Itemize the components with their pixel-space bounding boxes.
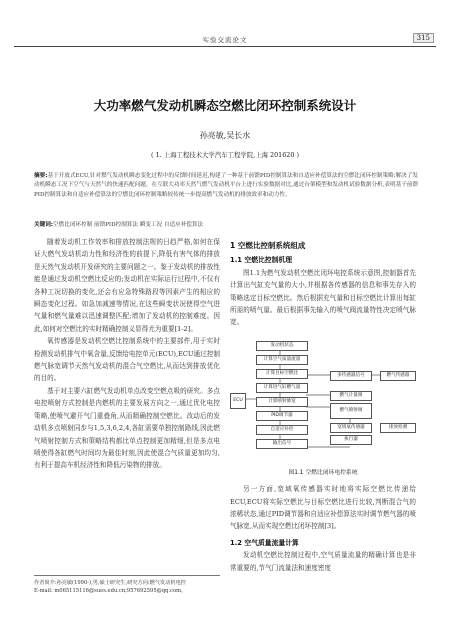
box-adaptive: 自适应补偿	[256, 425, 308, 435]
subsection-heading: 1.2 空气质量流量计算	[230, 538, 299, 547]
box-compute-target: 计算目标空燃比	[256, 369, 308, 379]
footnote-author: 作者简介:孙亮敏(1990-),男,硕士研究生,研究方向:燃气发动机电控	[34, 580, 186, 586]
box-o2-sensor: 宽域氧传感器	[330, 423, 372, 433]
paper-affiliation: ( 1. 上海工程技术大学汽车工程学院,上海 201620 )	[151, 151, 299, 159]
body-paragraph: 氧传感器是发动机空燃比控制系统中的主要部件,用于实时检测发动机排气中氧含量,反馈给电控单元(ECU),ECU通过控制燃气脉宽调节天然气发动机的混合气空燃比,从而达到排放优化的目的。	[34, 337, 220, 383]
body-paragraph: 发动机空燃比控制过程中,空气质量流量的精确计算也是非常重要的,节气门流量法和速度密度	[230, 551, 416, 572]
left-column	[34, 236, 220, 472]
keywords-text: 空燃比闭环控制 前馈PID控制算法 瞬变工况 自适应补偿算法	[53, 222, 204, 228]
body-paragraph: 随着发动机工作效率和排放控制法规的日趋严格,如何在保证大燃气发动机动力性和经济性的前提下,降低有害气体的排放是天然气发动机开发研究的主要问题之一。鉴于发动机的排放性能是通过发动机空燃比反应的;发动机在实际运行过程中,不仅有各种工况切换的变化,还会有应急特殊路段等因素产生的相应的瞬态变化过程。如急加减速等情况,在这些瞬变状况使得空气进气量和燃气量难以迅速调整匹配;增加了发动机的控制难度。因此,如何对空燃比的实时精确控制义显得尤为重要[1-2]。	[34, 238, 220, 333]
figure-diagram	[230, 335, 416, 463]
box-pid: PID调节器	[256, 411, 308, 421]
box-injector: 燃气喷射阀	[330, 403, 372, 419]
body-paragraph: 图1.1为燃气发动机空燃比闭环电控系统示意图,控制器首先计算出气缸充气量的大小,并根据各传感器的信息和事先存入的策略选定目标空燃比。然后根据充气量和目标空燃比计算出每缸所需的喷气量。最后根据事先输入的喷气阀流量特性决定喷气脉宽。	[230, 268, 416, 327]
keywords-label: 关键词:	[34, 222, 54, 228]
figure-caption: 图1.1 空燃比闭环电控系统	[288, 469, 358, 476]
box-output: 输出信号	[256, 439, 308, 449]
running-head: 实验交流论文	[202, 36, 248, 44]
box-cylinder-fuel: 计算进气缸燃气量	[256, 383, 308, 393]
box-fuel-valve: 燃气计量阀	[330, 391, 372, 401]
footnote	[34, 575, 220, 595]
paper-title: 大功率燃气发动机瞬态空燃比闭环控制系统设计	[93, 98, 357, 113]
abstract-label: 摘要:	[34, 173, 48, 179]
keywords	[34, 220, 418, 228]
box-calc-pulse: 计算喷射脉宽	[256, 397, 308, 407]
paper-authors: 孙亮敏,吴长水	[199, 131, 251, 140]
abstract	[34, 172, 418, 200]
abstract-text: 基于开放式ECU,针对燃气发动机瞬态变化过程中的反馈时间延迟,构建了一种基于前馈PID控制算法和自适应补偿算法的空燃比闭环控制策略;解决了发动机瞬态工况下空气与天然气的快速匹配问题。在互联大功率天然气燃气发动机平台上进行实验数据对比,通过台架模型和发动机试验数据分析,表明基于前馈PID控制算法和自适应补偿算法的空燃比闭环控制策略较传统一步提高燃气发动机的排放效率和动力性。	[34, 173, 418, 198]
section-heading: 1 空燃比控制系统组成	[230, 241, 306, 250]
box-sensor: 燃气传感器	[380, 371, 416, 381]
body-paragraph: 另一方面,宽域氧传感器实时地将实际空燃比传递给ECU,ECU将实际空燃比与目标空燃比进行比较,判断混合气的浓稀状态,通过PID调节器和自适应补偿算法实时调节燃气器的喷气脉宽,从而实现空燃比闭环控制[3]。	[230, 485, 416, 531]
footnote-email: E-mail: m065115116@sues.edu.cn;957692595@qq.com。	[34, 588, 187, 594]
box-multi-sensors: 多传感器信号	[330, 371, 372, 381]
box-actuator: 执行器	[330, 435, 372, 445]
box-compute-air: 计算空气质量流量	[256, 355, 308, 365]
body-paragraph: 基于对主要六缸燃气发动机单点改变空燃点吸的研究。多点电控喷射方式控制是内燃机的主要发展方向之一,通过优化电控策略,使喷气避开气门重叠角,从而精确控制空燃比。改动后的发动机多点喷射同步与1,5,3,6,2,4,各缸需要单独控制路线,因此燃气喷射控制方式和策略结构都比单点控制更加精细,但是多点电喷使得各缸燃气时间均为最佳时刻,因此使混合气质量更加均匀,有利于提高车机经济性和降低污染物的排放。	[34, 386, 220, 470]
box-exhaust: 排放检测	[380, 423, 416, 433]
header-rule	[14, 46, 436, 47]
box-engine-state: 发动机状态	[256, 341, 308, 351]
box-ecu: ECU	[230, 393, 246, 409]
subsection-heading: 1.1 空燃比控制机理	[230, 256, 292, 265]
right-column	[230, 236, 416, 574]
page-number: 315	[413, 33, 434, 43]
